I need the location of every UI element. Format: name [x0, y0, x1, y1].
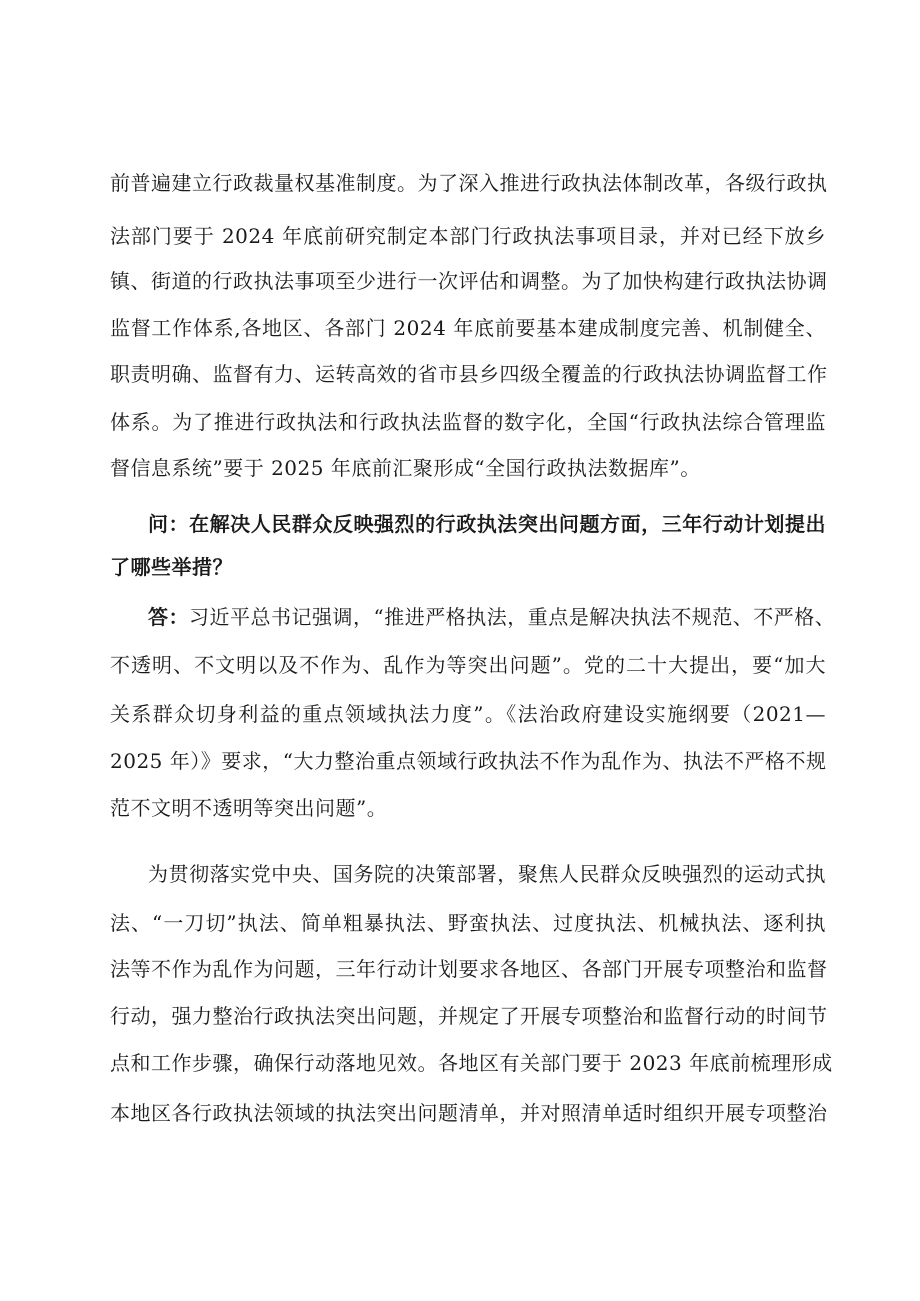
answer-first-line-text: 习近平总书记强调，“推进严格执法，重点是解决执法不规范、不严格、	[189, 605, 836, 629]
text-line: 范不文明不透明等突出问题”。	[110, 796, 388, 820]
question-line: 问：在解决人民群众反映强烈的行政执法突出问题方面，三年行动计划提出	[148, 512, 826, 536]
text-line: 法部门要于 2024 年底前研究制定本部门行政执法事项目录，并对已经下放乡	[110, 224, 826, 248]
text-line: 法等不作为乱作为问题，三年行动计划要求各地区、各部门开展专项整治和监督	[110, 957, 828, 981]
text-line: 体系。为了推进行政执法和行政执法监督的数字化，全国“行政执法综合管理监	[110, 410, 826, 434]
text-line: 2025 年）》要求，“大力整治重点领域行政执法不作为乱作为、执法不严格不规	[110, 749, 827, 773]
text-line: 法、“一刀切”执法、简单粗暴执法、野蛮执法、过度执法、机械执法、逐利执	[110, 911, 826, 935]
text-line: 镇、街道的行政执法事项至少进行一次评估和调整。为了加快构建行政执法协调	[110, 269, 828, 293]
answer-label: 答：	[148, 605, 189, 629]
text-line: 本地区各行政执法领域的执法突出问题清单，并对照清单适时组织开展专项整治	[110, 1101, 828, 1125]
text-line: 前普遍建立行政裁量权基准制度。为了深入推进行政执法体制改革，各级行政执	[110, 171, 828, 195]
text-line: 职责明确、监督有力、运转高效的省市县乡四级全覆盖的行政执法协调监督工作	[110, 362, 828, 386]
text-line: 关系群众切身利益的重点领域执法力度”。《法治政府建设实施纲要（2021—	[110, 702, 826, 726]
text-line: 监督工作体系,各地区、各部门 2024 年底前要基本建成制度完善、机制健全、	[110, 316, 826, 340]
question-line: 了哪些举措？	[110, 555, 233, 579]
answer-first-line	[148, 605, 836, 629]
text-line: 行动，强力整治行政执法突出问题，并规定了开展专项整治和监督行动的时间节	[110, 1004, 828, 1028]
text-line: 不透明、不文明以及不作为、乱作为等突出问题”。党的二十大提出，要“加大	[110, 653, 826, 677]
text-line: 为贯彻落实党中央、国务院的决策部署，聚焦人民群众反映强烈的运动式执	[148, 862, 826, 886]
text-line: 督信息系统”要于 2025 年底前汇聚形成“全国行政执法数据库”。	[110, 456, 701, 480]
text-line: 点和工作步骤，确保行动落地见效。各地区有关部门要于 2023 年底前梳理形成	[110, 1051, 833, 1075]
